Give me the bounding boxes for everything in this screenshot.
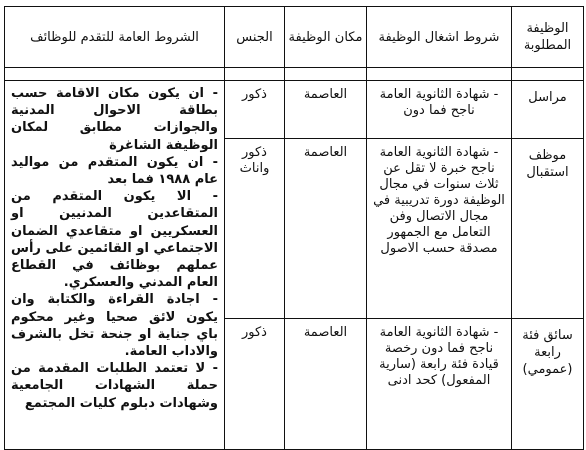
header-job-place: مكان الوظيفة <box>285 7 367 68</box>
job-place-cell: العاصمة <box>285 81 367 139</box>
jobs-table <box>4 6 584 450</box>
job-conditions-cell: - شهادة الثانوية العامة ناجح فما دون رخصة قيادة فئة رابعة (سارية المفعول) كحد ادنى <box>367 319 512 450</box>
table-row <box>5 81 584 139</box>
header-general-conditions: الشروط العامة للتقدم للوظائف <box>5 7 225 68</box>
general-condition-item: - لا تعتمد الطلبات المقدمة من حملة الشهادات الجامعية وشهادات دبلوم كليات المجتمع <box>11 361 218 411</box>
job-conditions-cell: - شهادة الثانوية العامة ناجح فما دون <box>367 81 512 139</box>
job-place-cell: العاصمة <box>285 139 367 319</box>
general-condition-item: - ان يكون المتقدم من مواليد عام ١٩٨٨ فما بعد <box>11 154 218 188</box>
job-title-cell: موظف استقبال <box>512 139 584 319</box>
header-gender: الجنس <box>225 7 285 68</box>
job-title-cell: مراسل <box>512 81 584 139</box>
gender-cell: ذكور <box>225 81 285 139</box>
spacer-row <box>5 68 584 81</box>
general-condition-item: - الا يكون المتقدم من المتقاعدين المدنيين او العسكريين او متقاعدي الضمان الاجتماعي او القائمين على رأس عملهم بوظائف في القطاع العام المدني والعسكري. <box>11 189 218 291</box>
general-condition-item: - اجادة القراءة والكتابة وان يكون لائق صحيا وغير محكوم باي جناية او جنحة تخل بالشرف والاداب العامة. <box>11 292 218 360</box>
job-conditions-cell: - شهادة الثانوية العامة ناجح خبرة لا تقل عن ثلاث سنوات في مجال الوظيفة دورة تدريبية في مجال الاتصال وفن التعامل مع الجمهور مصدقة حسب الاصول <box>367 139 512 319</box>
job-title-cell: سائق فئة رابعة (عمومي) <box>512 319 584 450</box>
general-condition-item: - ان يكون مكان الاقامة حسب بطاقة الاحوال المدنية والجوازات مطابق لمكان الوظيفة الشاغرة <box>11 86 218 153</box>
job-place-cell: العاصمة <box>285 319 367 450</box>
header-job-conditions: شروط اشغال الوظيفة <box>367 7 512 68</box>
header-row <box>5 7 584 68</box>
header-job-title: الوظيفة المطلوبة <box>512 7 584 68</box>
gender-cell: ذكور واناث <box>225 139 285 319</box>
gender-cell: ذكور <box>225 319 285 450</box>
general-conditions-cell <box>5 81 225 450</box>
